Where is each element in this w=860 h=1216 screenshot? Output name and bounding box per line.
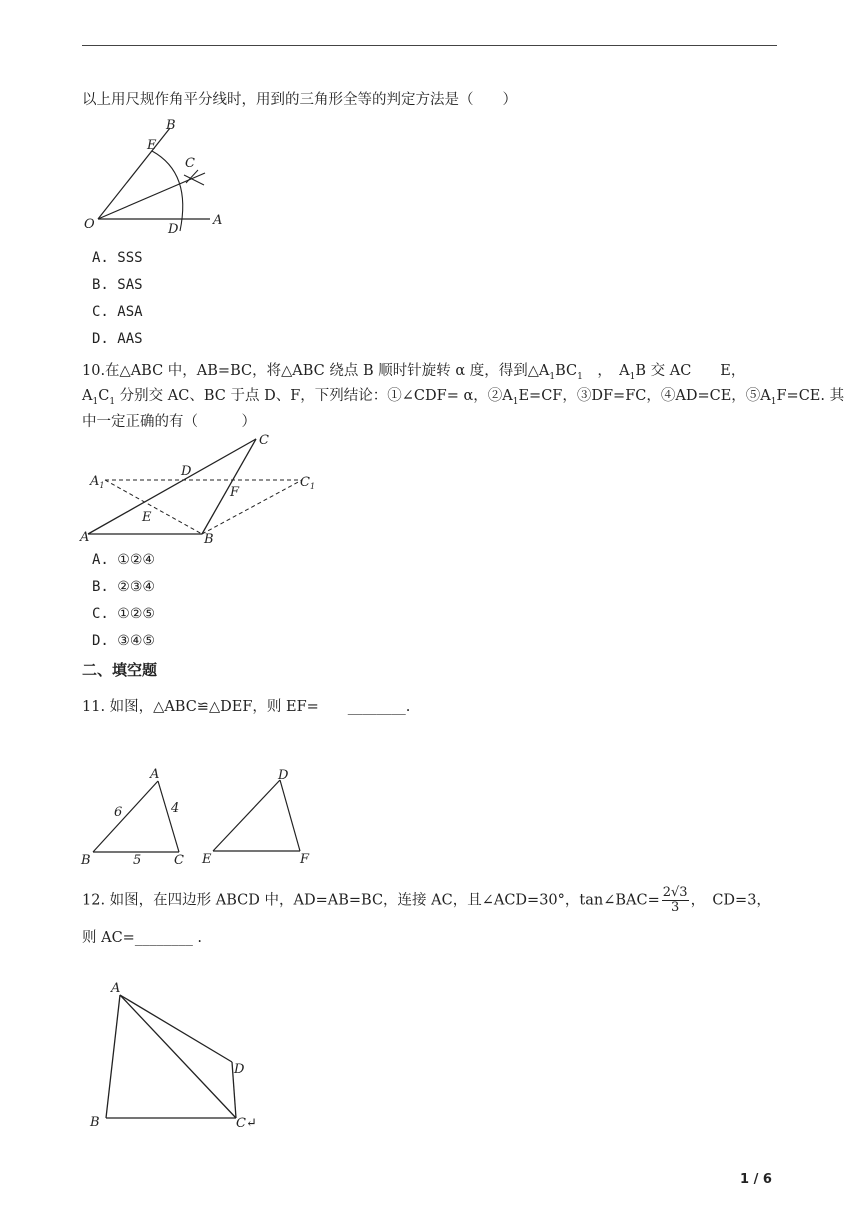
q9-option-c: C. ASA: [92, 304, 143, 320]
q11-label-D: D: [278, 768, 289, 783]
q10-label-C1: $C_1$: [300, 475, 316, 491]
q11-length-AB: 6: [114, 805, 123, 820]
q12-label-D: D: [234, 1062, 245, 1077]
q12-stem-line2: 则 AC=________ .: [82, 930, 203, 946]
q9-label-C: C: [185, 156, 195, 171]
q11-label-F: F: [300, 852, 310, 867]
q10-stem-line2: $A_1C_1$ 分别交 AC、BC 于点 D、F，下列结论：①∠CDF= α，$②A_1E=CF$，③DF=FC，④AD=CE，$⑤A_1F=CE$. 其: [82, 388, 845, 407]
q9-option-d: D. AAS: [92, 331, 143, 347]
q11-stem: 11. 如图，△ABC≌△DEF，则 EF= ________.: [82, 699, 411, 715]
q11-length-AC: 4: [171, 801, 180, 816]
q10-figure: [80, 430, 330, 548]
q10-option-c: C. ①②⑤: [92, 606, 155, 622]
q9-label-O: O: [84, 217, 95, 232]
q9-option-a: A. SSS: [92, 250, 143, 266]
q10-option-d: D. ③④⑤: [92, 633, 155, 649]
page-number: 1 / 6: [740, 1172, 772, 1187]
q12-fraction: $\frac{2√3}{3}$: [662, 885, 688, 915]
q12-stem-line1: 12. 如图，在四边形 ABCD 中，AD=AB=BC，连接 AC，且∠ACD=30°，tan∠BAC= $\frac{2√3}{3}$ ， CD=3，: [82, 885, 771, 915]
q10-label-A1: $A_1$: [90, 474, 105, 490]
q10-stem-line3: 中一定正确的有（ ）: [82, 414, 256, 430]
q11-label-E: E: [202, 852, 212, 867]
header-rule: [82, 45, 777, 46]
q10-label-D: D: [181, 464, 192, 479]
q9-label-A: A: [213, 213, 223, 228]
q10-stem-line1: 10.在△ABC 中，AB=BC，将△ABC 绕点 B 顺时针旋转 α 度，得到$\triangle A_1BC_1$ ， $A_1B$ 交 AC E，: [82, 363, 746, 382]
q10-option-a: A. ①②④: [92, 552, 155, 568]
q12-label-A: A: [111, 981, 121, 996]
q11-length-BC: 5: [133, 853, 142, 868]
q12-figure: [80, 975, 280, 1135]
q9-label-D: D: [168, 222, 179, 237]
q10-label-A: A: [80, 530, 90, 545]
q10-label-B: B: [204, 532, 214, 547]
q12-label-C: C↵: [236, 1116, 257, 1131]
section-fill-in-blank: 二、填空题: [82, 661, 158, 679]
q10-option-b: B. ②③④: [92, 579, 155, 595]
q9-option-b: B. SAS: [92, 277, 143, 293]
q9-figure: [80, 115, 240, 240]
q11-figure: [80, 765, 325, 870]
q11-label-C: C: [174, 853, 184, 868]
q10-label-C: C: [259, 433, 269, 448]
q11-label-A: A: [150, 767, 160, 782]
q12-label-B: B: [90, 1115, 100, 1130]
q10-label-F: F: [230, 485, 240, 500]
q10-label-E: E: [142, 510, 152, 525]
q9-label-B: B: [166, 118, 176, 133]
q9-stem: 以上用尺规作角平分线时，用到的三角形全等的判定方法是（ ）: [82, 92, 517, 108]
q9-label-E: E: [147, 138, 157, 153]
q11-label-B: B: [81, 853, 91, 868]
